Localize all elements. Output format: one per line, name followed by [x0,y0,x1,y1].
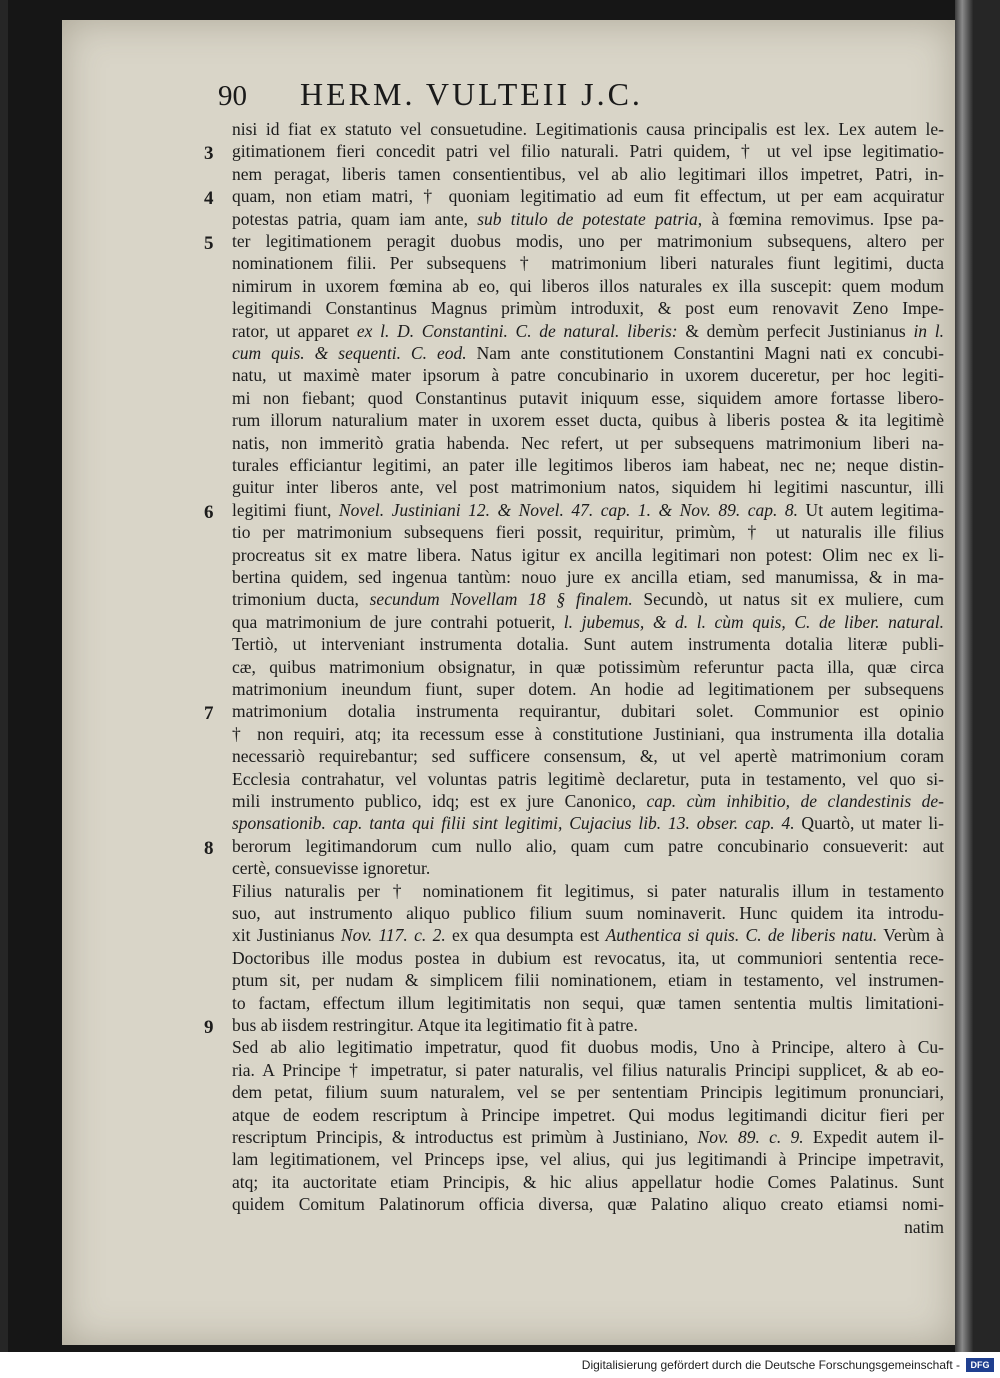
text-run: matrimonium dotalia instrumenta requirantur, dubitari solet. Communior est opinio [232,701,944,722]
text-line [232,409,944,431]
text-run: qua matrimonium de jure contrahi potuerit, [232,611,564,632]
text-run: Quartò, ut mater li- [794,813,944,834]
text-line [232,924,944,946]
text-run: potestas patria, quam iam ante, [232,208,478,229]
text-line [232,880,944,902]
text-run: xit Justinianus [232,925,341,946]
text-line [232,544,944,566]
text-run: trimonium ducta, [232,589,370,610]
text-run: Verùm à [877,925,944,946]
text-run: legitimandi Constantinus Magnus primùm introduxit, & post eum renovavit Zeno Impe- [232,298,944,319]
text-run: † non requiri, atq; ita recessum esse à constitutione Justiniani, qua instrumenta illa dotalia [232,723,944,744]
book-spine [955,0,973,1352]
margin-number: 3 [204,143,214,165]
text-run: ria. A Principe † impetratur, si pater naturalis, vel filius naturalis Principi supplicet, & ab eo- [232,1059,944,1080]
text-line [232,118,944,140]
italic-citation: in l. [913,320,944,341]
text-run: procreatus sit ex matre libera. Natus igitur ex ancilla legitimari non potest: Olim nec ex li- [232,544,944,565]
text-line [232,1014,944,1036]
text-run: quam, non etiam matri, † quoniam legitimatio ad eum fit effectum, ut per eam acquiratur [232,186,944,207]
text-run: nominationem filii. Per subsequens † matrimonium liberi naturales fiunt legitimi, ducta [232,253,944,274]
italic-citation: secundum Novellam 18 § finalem. [369,589,633,610]
text-run: rum illorum naturalium mater in uxorem esset ducta, quibus à liberis postea & ita legitimè [232,410,944,431]
margin-number: 7 [204,703,214,725]
text-run: Nam ante constitutionem Constantini Magni nati ex concubi- [466,343,944,363]
text-line [232,230,944,252]
text-run: lam legitimationem, vel Princeps ipse, vel alius, qui jus legitimandi à Principe impetravit, [232,1149,944,1170]
text-line [232,252,944,274]
text-line [232,387,944,409]
italic-citation: l. jubemus, & d. l. cùm quis, C. de liber. natural. [563,611,944,632]
text-run: turales efficiantur legitimi, an pater ille legitimos liberos iam habeat, nec ne; neque distin- [232,455,944,475]
text-run: rator, ut apparet [232,320,357,341]
text-run: ptum sit, per nudam & simplicem filii nominationem, etiam in testamento, vel instrumen- [232,970,944,991]
text-run: natu, ut maximè mater ipsorum à patre concubinario in uxorem duceretur, per hoc legiti- [232,365,944,386]
text-line [232,947,944,969]
text-run: atque de eodem rescriptum à Principe impetret. Qui modus legitimandi dicitur fieri per [232,1104,944,1125]
text-run: necessariò requirebantur; sed sufficere consensum, &, ut vel apertè matrimonium coram [232,746,944,767]
text-line [232,342,944,364]
text-run: rescriptum Principis, & introductus est primùm à Justiniano, [232,1127,698,1147]
italic-citation: Authentica si quis. C. de liberis natu. [605,925,878,946]
running-head: HERM. VULTEII J.C. [300,76,643,112]
text-run: berorum legitimandorum cum nullo alio, quam cum patre concubinario consueverit: aut [232,835,944,856]
italic-citation: cap. cùm inhibitio, de clandestinis de- [646,791,944,811]
margin-number: 6 [204,501,214,523]
text-run: atq; ita auctoritate etiam Principis, & hic alius appellatur hodie Comes Palatinus. Sunt [232,1171,944,1192]
text-line [232,790,944,812]
text-line [232,521,944,543]
text-line [232,812,944,834]
text-line [232,1081,944,1103]
text-run: to factam, effectum illum legitimitatis non sequi, quæ tamen sententia multis limitationi- [232,992,944,1013]
footer-bar [0,1352,1000,1378]
text-run: mili instrumento publico, idq; est ex jure Canonico, [232,791,647,811]
text-line [232,1216,944,1238]
dfg-logo: DFG [966,1358,994,1372]
text-run: cæ, quibus matrimonium obsignatur, in quæ potissimùm referuntur pacta illa, quæ circa [232,656,944,677]
text-run: quidem Comitum Palatinorum officia diversa, quæ Palatino aliquo creato etiamsi nomi- [232,1194,944,1215]
text-run: Ecclesia contrahatur, vel voluntas patris legitimè declaretur, puta in testamento, vel quo si- [232,768,944,789]
text-run: tio per matrimonium subsequens fieri possit, requiritur, primùm, † ut naturalis ille filius [232,522,944,543]
text-run: dem petat, filium suum naturalem, vel se per sententiam Principis legitimum pronunciari, [232,1082,944,1103]
text-line [232,633,944,655]
text-line [232,1148,944,1170]
text-run: mi non fiebant; quod Constantinus putavit iniquum esse, siquidem amore fortasse libero- [232,387,944,408]
text-run: Filius naturalis per † nominationem fit legitimus, si pater naturalis illum in testamento [232,880,944,901]
text-run: & demùm perfecit Justinianus [677,320,914,341]
text-line [232,1126,944,1148]
text-run: guitur inter liberos ante, vel post matrimonium natos, siquidem hi legitimi nascuntur, illi [232,477,944,498]
margin-number: 4 [204,188,214,210]
text-line [232,1036,944,1058]
text-run: ex qua desumpta est [445,925,606,946]
text-line [232,499,944,521]
text-line [232,678,944,700]
text-line [232,588,944,610]
text-line [232,768,944,790]
text-run: matrimonium ineundum fiunt, super dotem. An hodie ad legitimationem per subsequens [232,679,944,699]
text-line [232,297,944,319]
text-run: Doctoribus ille modus postea in dubium est revocatus, ita, ut communiori sententia rece- [232,947,944,968]
text-run: bertina quidem, sed ingenua tantùm: nouo jure ex ancilla etiam, sed manumissa, & in ma- [232,567,944,587]
text-run: legitimi fiunt, [232,499,339,520]
text-line [232,566,944,588]
text-run: Expedit autem il- [803,1127,944,1147]
text-line [232,835,944,857]
footer-credit: Digitalisierung gefördert durch die Deutsche Forschungsgemeinschaft - [581,1358,960,1372]
text-run: nem peragat, liberis tamen consentientibus, vel ab alio legitimari illos impetret, Patri, in- [232,163,944,184]
text-run: ter legitimationem peragit duobus modis, uno per matrimonium subsequens, altero per [232,231,944,251]
text-line [232,857,944,879]
text-line [232,745,944,767]
italic-citation: sub titulo de potestate patria [477,208,698,229]
text-line [232,1104,944,1126]
text-run: suo, aut instrumento aliquo publico filium suum nominaverit. Hunc quidem ita introdu- [232,903,944,923]
text-line [232,1171,944,1193]
text-line [232,275,944,297]
text-line [232,454,944,476]
text-line [232,902,944,924]
text-run: Ut autem legitima- [798,499,944,520]
italic-citation: Nov. 117. c. 2. [340,925,446,946]
margin-number: 9 [204,1017,214,1038]
text-line [232,656,944,678]
page-number: 90 [218,80,247,112]
text-run: nisi id fiat ex statuto vel consuetudine. Legitimationis causa principalis est lex. Lex autem le- [232,119,944,139]
text-line [232,1059,944,1081]
text-run: Tertiò, ut interveniant instrumenta dotalia. Sunt autem instrumenta dotalia literæ publi- [232,634,944,655]
text-line [232,700,944,722]
text-line [232,723,944,745]
italic-citation: Novel. Justiniani 12. & Novel. 47. cap. 1. & Nov. 89. cap. 8. [338,499,799,520]
text-run: certè, consuevisse ignoretur. [232,858,431,879]
text-run: , à fœmina removimus. Ipse pa- [697,208,944,229]
text-line [232,208,944,230]
text-line [232,140,944,162]
text-run: natim [904,1216,944,1237]
text-run: gitimationem fieri concedit patri vel filio naturali. Patri quidem, † ut vel ipse legitimatio- [232,141,944,162]
text-line [232,320,944,342]
margin-number: 8 [204,837,214,859]
text-run: nimirum in uxorem fœmina ab eo, qui liberos illos naturales ex illa suscepit: quem modum [232,275,944,296]
text-line [232,476,944,498]
text-line [232,969,944,991]
text-line [232,432,944,454]
text-run: Secundò, ut natus sit ex muliere, cum [632,589,944,610]
italic-citation: cum quis. & sequenti. C. eod. [232,343,467,363]
text-run: bus ab iisdem restringitur. Atque ita legitimatio fit à patre. [232,1015,638,1035]
text-run: Sed ab alio legitimatio impetratur, quod fit duobus modis, Uno à Principe, altero à Cu- [232,1037,944,1058]
italic-citation: sponsationib. cap. tanta qui filii sint legitimi, Cujacius lib. 13. obser. cap. 4. [232,813,795,834]
text-line [232,185,944,207]
text-line [232,1193,944,1215]
text-run: natis, non immeritò gratia habenda. Nec refert, ut per subsequens matrimonium liberi na- [232,432,944,453]
text-line [232,364,944,386]
italic-citation: Nov. 89. c. 9. [697,1127,804,1147]
margin-number: 5 [204,233,214,254]
text-line [232,611,944,633]
text-line [232,992,944,1014]
text-line [232,163,944,185]
italic-citation: ex l. D. Constantini. C. de natural. liberis: [356,320,678,341]
